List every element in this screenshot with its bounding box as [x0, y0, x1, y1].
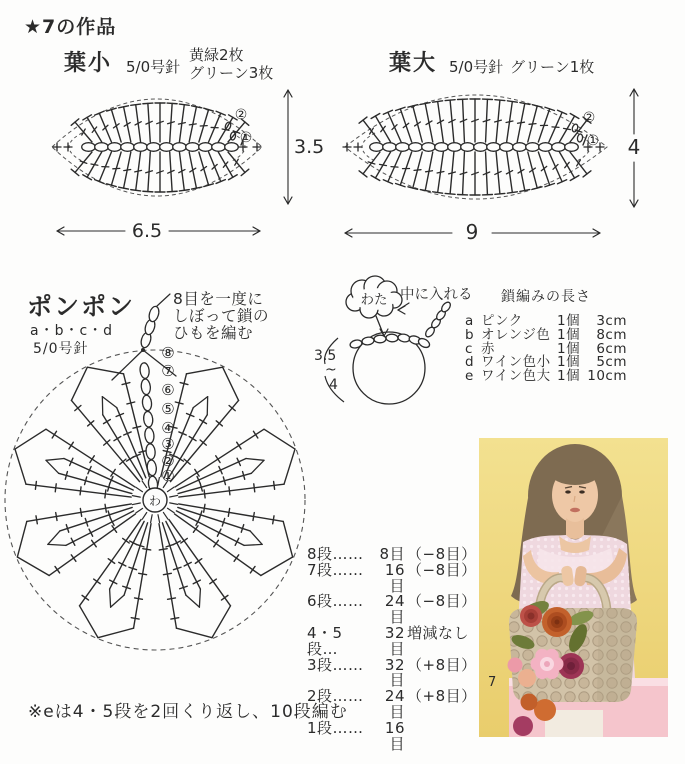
row-length: 8cm [596, 326, 627, 343]
coral-rose [520, 605, 542, 627]
count-row: 6段…… 24目 （−8目） [307, 592, 477, 627]
round-2-marker: ② [161, 452, 175, 470]
round-7-marker: ⑦ [161, 362, 175, 380]
count-row: 7段…… 16目 （−8目） [307, 560, 477, 595]
stuffing-label: わた [360, 292, 388, 308]
row-length: 5cm [596, 354, 627, 371]
row-color: 赤 [481, 340, 495, 357]
leaf-small-diagram [30, 86, 330, 248]
row-color: オレンジ色 [481, 326, 551, 343]
leaf-small-round1-marker: ① [239, 130, 253, 146]
row-color: ピンク [481, 313, 523, 329]
pink-bobble [508, 658, 523, 673]
round-5-marker: ⑤ [161, 400, 175, 418]
row-length: 3cm [596, 313, 627, 329]
row-length: 10cm [587, 368, 627, 385]
leaf-small-round2-marker: ② [234, 107, 248, 123]
mouth [570, 508, 580, 512]
row-color: ワイン色小 [481, 354, 551, 371]
hair-fringe [550, 459, 600, 485]
pompon-variants: a・b・c・d [30, 323, 114, 339]
count-row: 8段…… 8目 （−8目） [307, 545, 477, 563]
row-key: a [465, 313, 474, 329]
round-8-marker: ⑧ [161, 344, 175, 362]
orange-rose [542, 607, 572, 637]
round-3-marker: ③ [161, 435, 175, 453]
count-row: 3段…… 32目 （+8目） [307, 655, 477, 690]
pompon-name: ポンポン [27, 292, 136, 321]
round-4-marker: ④ [161, 419, 175, 437]
orange-bobble [521, 694, 538, 711]
stuffing-cloud [346, 276, 402, 318]
row-key: e [465, 368, 474, 385]
row-key: d [465, 354, 475, 371]
leaf-small-color2: グリーン3枚 [189, 64, 274, 82]
row-count: 1個 [557, 354, 581, 371]
leaf-large-color1: グリーン1枚 [510, 58, 595, 76]
row-count: 1個 [557, 313, 581, 329]
row-count: 1個 [557, 368, 581, 385]
leaf-large-round1-marker: ① [586, 133, 600, 149]
magenta-bobble [513, 716, 533, 736]
row-key: b [465, 326, 475, 343]
row-key: c [465, 340, 473, 357]
stuffing-instruction: 中に入れる [400, 287, 473, 303]
leaf-large-name: 葉大 [389, 51, 438, 76]
leaf-large-diagram [330, 86, 680, 248]
chain-table-row [455, 370, 635, 384]
row-count: 1個 [557, 326, 581, 343]
leaf-large-round2-marker: ② [582, 110, 596, 126]
model-photo [479, 438, 668, 737]
chain-table-title: 鎖編みの長さ [501, 289, 591, 305]
ball-size-bottom: 4 [329, 377, 338, 393]
ball-size-top: 3.5 [314, 348, 337, 364]
note-line-2: しぼって鎖の [173, 307, 270, 325]
leaf-small-stitches [52, 90, 292, 235]
round-6-marker: ⑥ [161, 381, 175, 399]
note-line-1: 8目を一度に [173, 290, 264, 308]
leaf-large-hook: 5/0号針 [449, 58, 504, 76]
leaf-small-hook: 5/0号針 [126, 58, 181, 76]
row-count: 1個 [557, 340, 581, 357]
leaf-large-width-label: 9 [465, 220, 479, 244]
leaf-small-height-label: 3.5 [294, 136, 325, 158]
leaf-small-name: 葉小 [64, 51, 113, 76]
count-row: 4・5段… 32目 増減なし [307, 623, 470, 658]
pompon-hook: 5/0号針 [33, 341, 89, 357]
magic-ring-label: わ [148, 494, 162, 508]
eye [579, 490, 585, 493]
ball-size-tilde: ~ [325, 362, 337, 378]
photo-caption-number: 7 [488, 675, 497, 690]
count-row: 1段…… 16目 [307, 718, 405, 753]
count-row: 2段…… 24目 （+8目） [307, 687, 477, 721]
leaf-small-width-label: 6.5 [131, 220, 163, 242]
footnote: ※eは4・5段を2回くり返し、10段編む [28, 702, 348, 722]
pompon-diagram [0, 272, 330, 672]
row-color: ワイン色大 [481, 368, 551, 385]
leaf-large-height-label: 4 [627, 135, 641, 159]
chain-length-table [455, 286, 635, 384]
round-number-column [161, 344, 174, 485]
leaf-small-color1: 黄緑2枚 [189, 46, 244, 64]
eye [565, 490, 571, 493]
page-title: ★7の作品 [24, 16, 117, 38]
row-length: 6cm [596, 340, 627, 357]
note-line-3: ひもを編む [173, 324, 254, 342]
round-1-marker: ① [161, 467, 175, 485]
pompon-stitches [15, 294, 295, 638]
peach-bobble [518, 669, 536, 687]
